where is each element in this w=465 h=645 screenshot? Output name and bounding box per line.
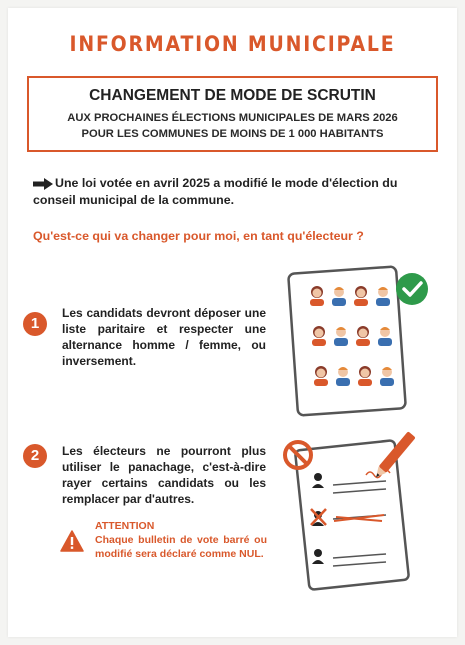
- check-circle-icon: [396, 273, 428, 305]
- intro-text: Une loi votée en avril 2025 a modifié le mode d'élection du conseil municipal de la commune.: [33, 176, 398, 207]
- point-2-number: 2: [23, 444, 47, 468]
- intro-paragraph: [33, 175, 433, 209]
- banner-heading: CHANGEMENT DE MODE DE SCRUTIN: [89, 87, 376, 104]
- banner-subheading-1: AUX PROCHAINES ÉLECTIONS MUNICIPALES DE MARS 2026: [67, 112, 398, 124]
- point-2-text: Les électeurs ne pourront plus utiliser le panachage, c'est-à-dire rayer certains candidats ou les remplacer par d'autres.: [62, 444, 266, 506]
- warning-text: Chaque bulletin de vote barré ou modifié sera déclaré comme NUL.: [95, 534, 267, 560]
- page-title: INFORMATION MUNICIPALE: [69, 32, 396, 56]
- question-heading: Qu'est-ce qui va changer pour moi, en tant qu'électeur ?: [33, 229, 364, 243]
- ballot-list-icon: [287, 262, 437, 420]
- warning-title: ATTENTION: [95, 520, 155, 532]
- arrow-right-icon: [33, 178, 53, 190]
- point-1-text: Les candidats devront déposer une liste paritaire et respecter une alternance homme / femme, ou inversement.: [62, 306, 266, 368]
- crossed-ballot-icon: [278, 425, 438, 597]
- warning-triangle-icon: [60, 530, 84, 552]
- banner-box: [27, 76, 438, 152]
- banner-subheading-2: POUR LES COMMUNES DE MOINS DE 1 000 HABITANTS: [81, 128, 384, 140]
- point-1-number: 1: [23, 312, 47, 336]
